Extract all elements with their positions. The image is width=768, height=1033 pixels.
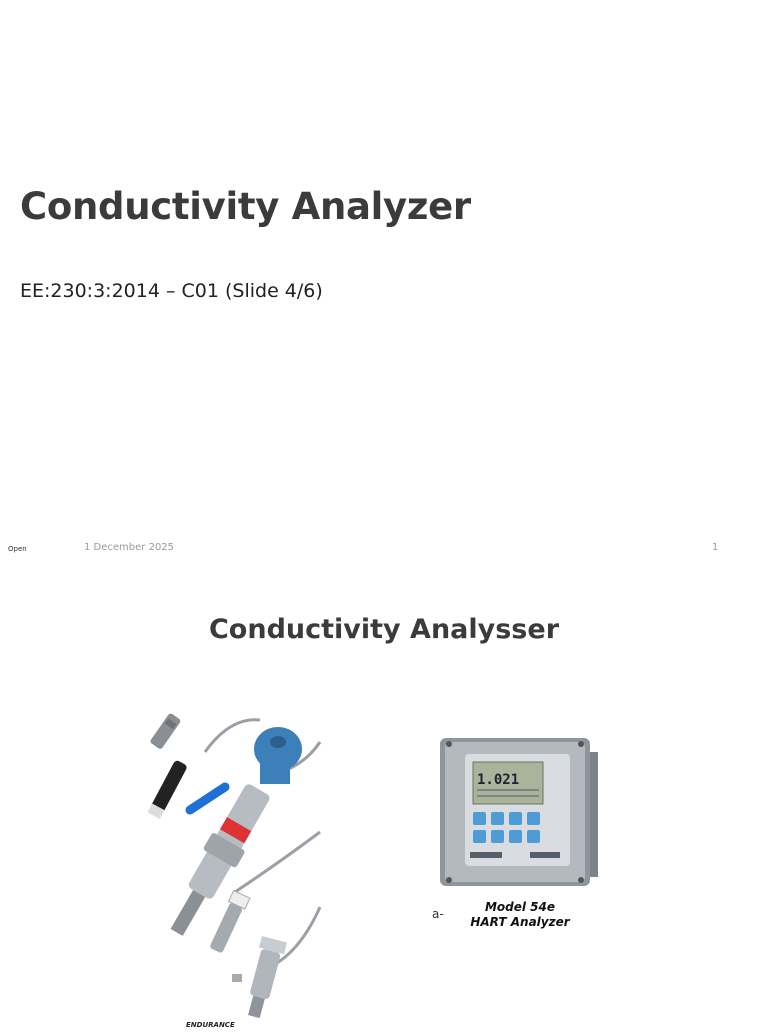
slide-title: Conductivity Analysser [208,614,560,645]
slide-2 [0,572,768,1029]
side-mark: a- [432,907,444,921]
analyzer-caption-line2: HART Analyzer [470,915,570,929]
sensor-caption: ENDURANCE [186,1021,235,1029]
footer-date: 1 December 2025 [84,542,175,553]
analyzer-caption [470,900,570,930]
footer-classification: Open [8,545,27,553]
footer-page-number: 1 [712,542,719,553]
conductivity-sensors-image [110,712,330,1024]
analyzer-caption-line1: Model 54e [484,900,556,914]
analyzer-display-value: 1.021 [477,772,520,788]
model-54e-analyzer-image [435,732,605,892]
slide-title: Conductivity Analyzer [20,185,471,228]
slide-subtitle: EE:230:3:2014 – C01 (Slide 4/6) [20,280,323,302]
